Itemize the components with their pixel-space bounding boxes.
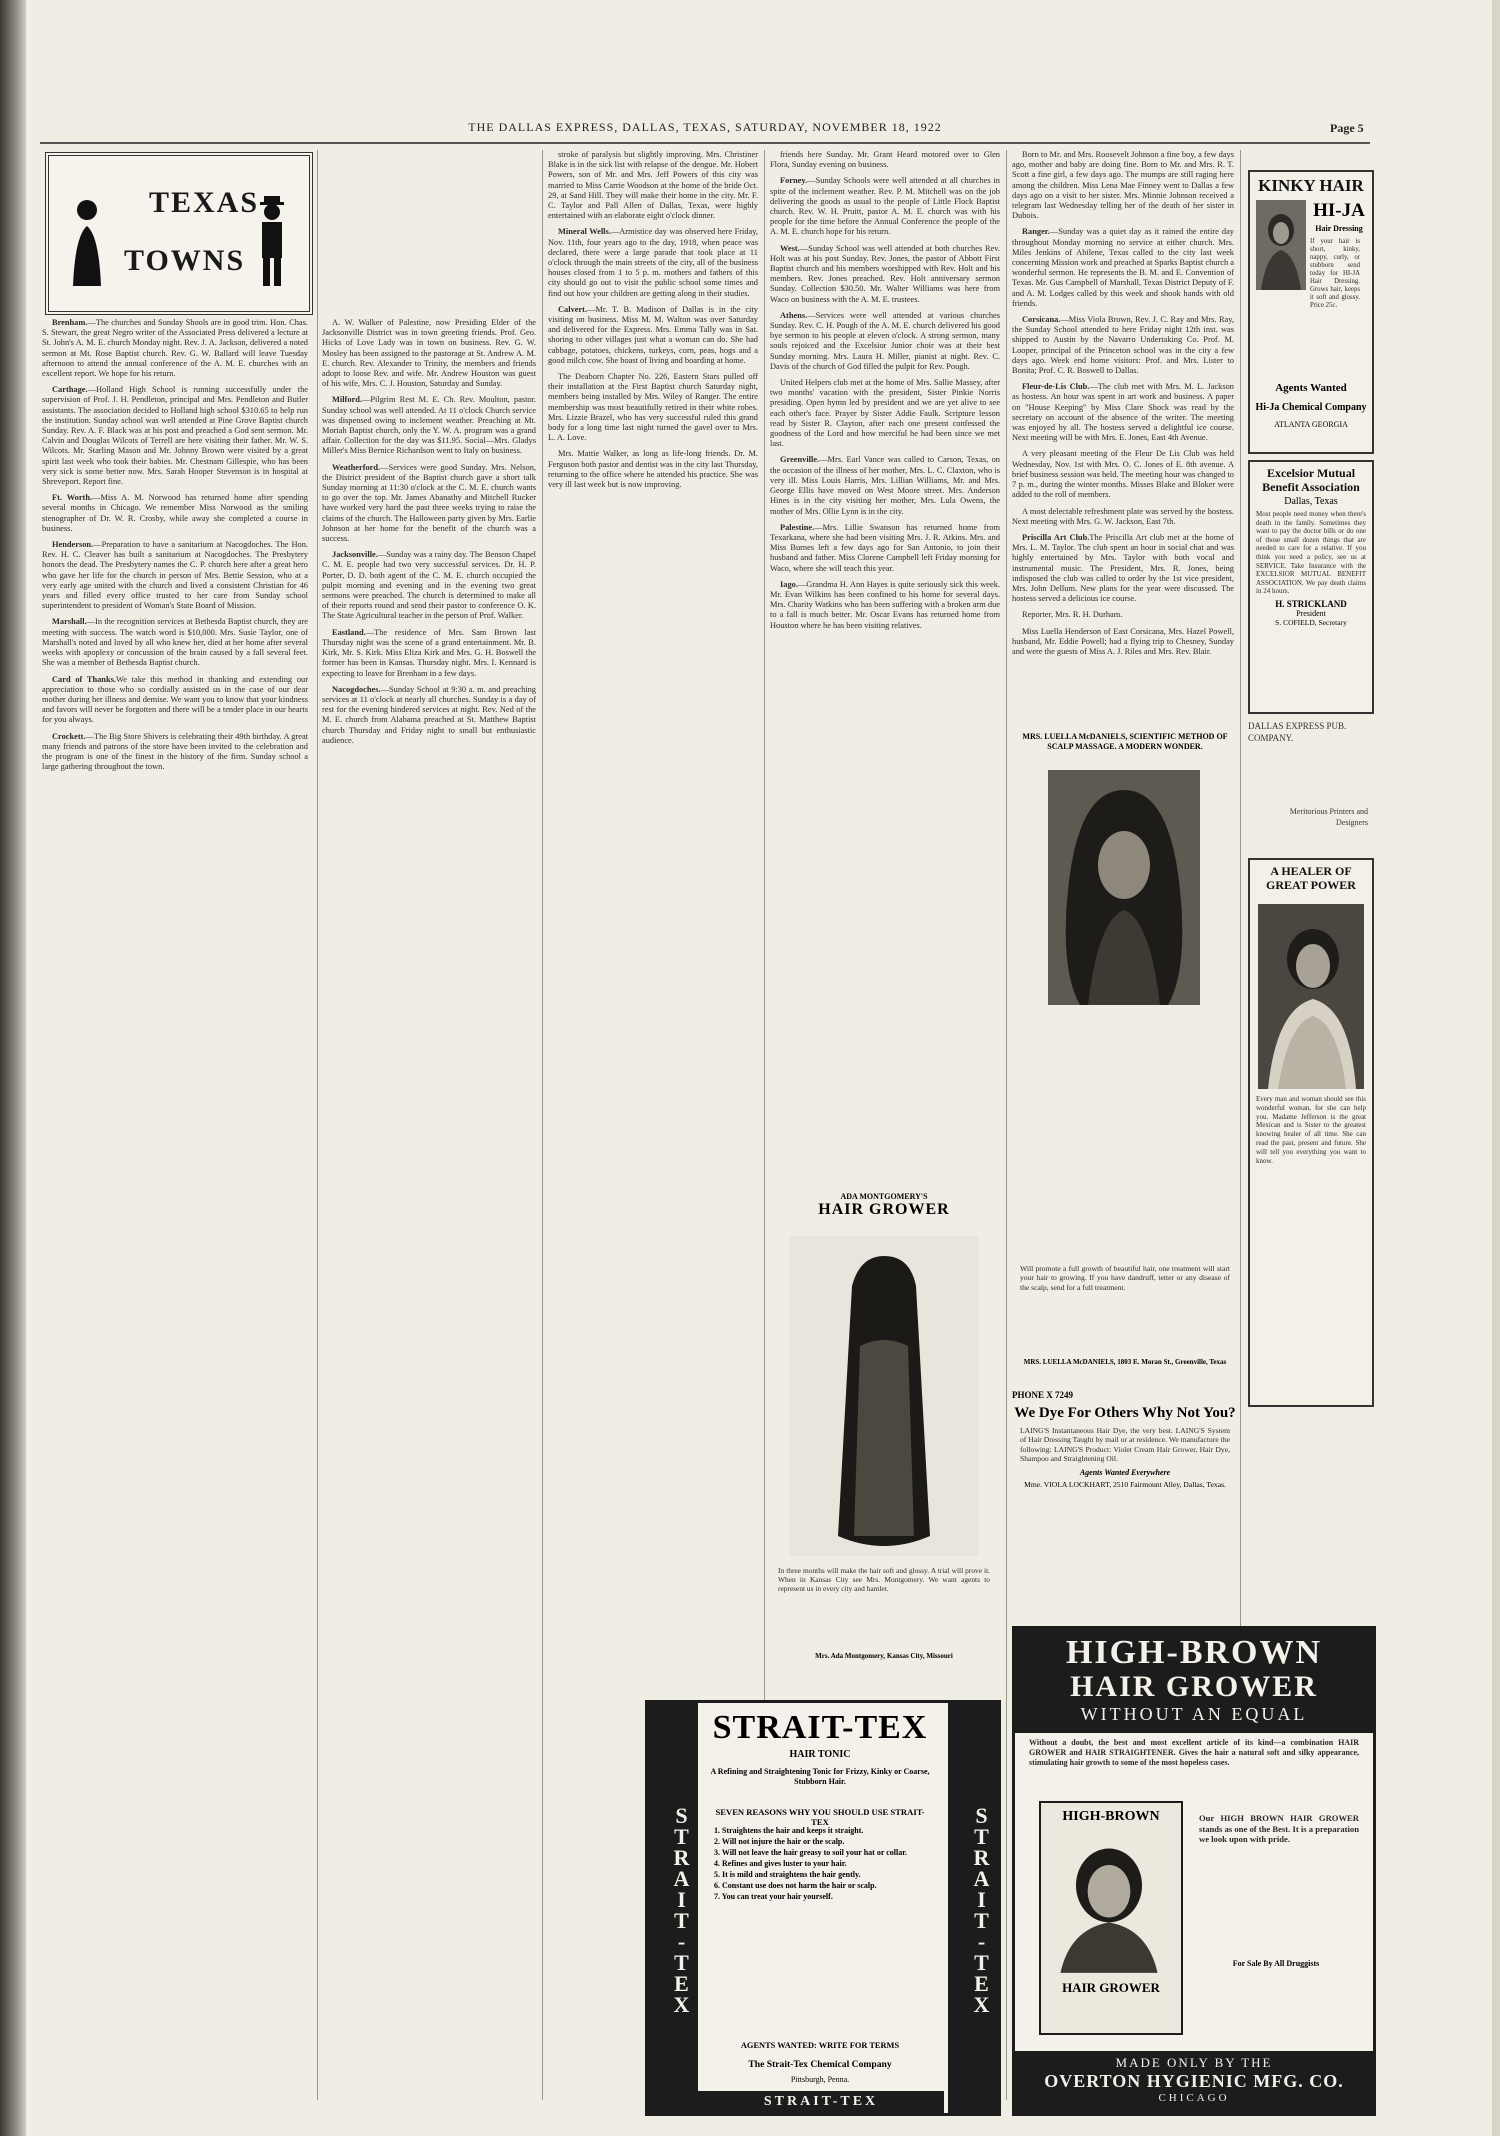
- high-brown-line2: HAIR GROWER: [1070, 1670, 1318, 1703]
- hi-ja-sub: Hair Dressing: [1315, 224, 1363, 233]
- excelsior-body: Most people need money when there's death in the family. Sometimes they want to pay the doctor bills or do one of those small dozen things that are needed to care for a relative. If you think you need a policy, see us at SERVICE. Take Insurance with the EXCELSIOR MUTUAL BENEFIT ASSOCIATION. We pay death claims in 24 hours.: [1256, 510, 1366, 596]
- article-dateline: Milford.: [332, 395, 363, 405]
- excelsior-city: Dallas, Texas: [1284, 496, 1338, 507]
- article-text: —Miss Viola Brown, Rev. J. C. Ray and Mrs. Ray, the Sunday School attended to here Friday night 12th inst. was shipped to Austin by the Navarro Undertaking Co. Prof. M. Looper, principal of the Princeton school was in the city a few days ago. Week end home visitors: Prof. and Mrs. Lister to Bonita; Prof. C. R. Boswell to Dallas.: [1012, 315, 1234, 376]
- article-text: United Helpers club met at the home of Mrs. Sallie Massey, after two months' vacation with the president, Sister Pinkie Norris presiding. Open hymn led by president and we are yet alive to see each other's face. Prayer by Sister Addie Faulk. Scripture lesson read by Sister R. Clayton, after each one present confessed the goodness of the Lord and how merciful he had been since we met last.: [770, 378, 1000, 449]
- laings-ad: [1012, 1390, 1238, 1620]
- article-paragraph: [770, 378, 1000, 449]
- column-4: [770, 150, 1000, 1190]
- article-text: —Services were good Sunday. Mrs. Nelson, the District president of the Baptist church gave a short talk Sunday morning at 11:30 o'clock at the C. M. E. church wants to go over the top. Mr. James Abanathy and Mitchell Rucker have worked very hard the past three weeks trying to raise the claims of the church. The Halloween party given by Mrs. Earlie Johnson at her home for the benefit of the church was a success.: [322, 462, 536, 544]
- article-text: —Sunday was a quiet day as it rained the entire day throughout Monday morning no service at either church. Mrs. Miles Jenkins of Abilene, Texas called to the city last week concerning Mission work and preached at Sparks Baptist church a wonderful sermon. He represents the B. M. and E. Convention of Texas. Mr. Gus Campbell of Marshall, Texas District Deputy of F. and A. M. Lodges called by this week and shook hands with old friends.: [1012, 227, 1234, 308]
- strait-side-right: STRAIT-TEX: [969, 1803, 994, 2013]
- laings-phone: PHONE X 7249: [1012, 1390, 1074, 1400]
- article-dateline: Crockett.: [52, 731, 86, 741]
- jar-bottom-label: HAIR GROWER: [1062, 1980, 1160, 1995]
- article-text: —Sunday Schools were well attended at all churches in spite of the inclement weather. Rev. P. M. Mitchell was on the job delivering the goods as usual to the people of Little Flock Baptist church. Rev. W. H. Pruitt, pastor A. M. E. church was with his people for the time before the Annual Conference the people of the A. M. E. church hope for his return.: [770, 176, 1000, 237]
- article-text: —Grandma H. Ann Hayes is quite seriously sick this week. Mr. Evan Wilkins has been confined to his home for several days. Mrs. Charity Watkins who has been suffering with a broken arm due to a fall is much better. Mr. Oscar Evans has returned home from Houston where he has been visiting relatives.: [770, 579, 1000, 630]
- printers-ad: [1248, 720, 1370, 850]
- article-paragraph: [322, 463, 536, 545]
- article-paragraph: [1012, 449, 1234, 500]
- kinky-hair-ad: [1248, 170, 1374, 454]
- article-paragraph: [42, 385, 308, 487]
- article-dateline: Eastland.: [332, 627, 366, 637]
- mcdaniels-ad: [1012, 730, 1238, 1378]
- article-text: —The residence of Mrs. Sam Brown last Thursday night was the scene of a grand entertainment. Mr. B. Kirk, Mr. S. Kirk. Miss Eliza Kirk and Mrs. G. H. Boswell the former has been in Kansas. Thursday night. Mrs. I. Kennard is expecting to leave for Brenham in a few days.: [322, 627, 536, 678]
- high-brown-line1: HIGH-BROWN: [1065, 1634, 1323, 1671]
- article-text: —Mrs. Lillie Swanson has returned home from Texarkana, where she had been visiting Mrs. J. R. Atkins. Mrs. and Miss Burnes left a few days ago for San Antonio, to join their husband and father. Miss Clorene Campbell left Friday morning for Waco, where she will teach this year.: [770, 522, 1000, 573]
- article-paragraph: [1012, 627, 1234, 658]
- article-paragraph: [770, 150, 1000, 170]
- texas-towns-line1: TEXAS: [149, 186, 260, 219]
- strait-side-left: STRAIT-TEX: [669, 1803, 694, 2013]
- montgomery-address: Mrs. Ada Montgomery, Kansas City, Missouri: [815, 1652, 953, 1660]
- article-paragraph: [770, 311, 1000, 372]
- strait-reasons-list: [714, 1825, 932, 1902]
- article-dateline: Card of Thanks.: [52, 674, 116, 684]
- article-dateline: Nacogdoches.: [332, 684, 381, 694]
- article-paragraph: [548, 227, 758, 298]
- article-text: A very pleasant meeting of the Fleur De Lis Club was held Wednesday, Nov. 1st with Mrs. O. C. Jones of E. 8th avenue. A brief business session was held. The meeting hour was changed to 7 p. m., during the winter months. Misses Blake and Bloker were added to the roll of members.: [1012, 449, 1234, 500]
- article-text: —Sunday was a rainy day. The Benson Chapel C. M. E. people had two very successful services. Dr. H. P. Porter, D. D. both agent of the C. M. E. church occupied the pulpit morning and evening and in the evening two great sermons were preached. The church is determined to make all of their reports round and send their pastor to conference O. K. The State Agricultural teacher in the person of Prof. Walker.: [322, 550, 536, 621]
- article-dateline: Mineral Wells.: [558, 227, 611, 237]
- jar-portrait-icon: [1041, 1825, 1177, 1975]
- article-dateline: Athens.: [780, 310, 808, 320]
- montgomery-photo: [790, 1236, 978, 1556]
- laings-body: LAING'S Instantaneous Hair Dye, the very best. LAING'S System of Hair Dressing Taught by mail or at residence. We manufacture the following: LAING'S Product: Violet Cream Hair Grower, Hair Dye, Shampoo and Straightening Oil.: [1020, 1426, 1230, 1464]
- article-paragraph: [1012, 507, 1234, 527]
- healer-ad: [1248, 858, 1374, 1407]
- article-text: Miss Luella Henderson of East Corsicana, Mrs. Hazel Powell, husband, Mr. Eddie Powell; had a flying trip to Chesney, Sunday and were the guests of Miss A. J. Riles and Mrs. Rev. Blair.: [1012, 626, 1234, 656]
- mcdaniels-caption: MRS. LUELLA McDANIELS, SCIENTIFIC METHOD OF SCALP MASSAGE. A MODERN WONDER.: [1022, 732, 1228, 751]
- page-number: Page 5: [1330, 121, 1364, 135]
- article-text: We take this method in thanking and extending our appreciation to those who so cordially assisted us in the case of our dear mother during her illness and demise. We want you to know that your kindness and favors will never be forgotten and there will be a tender place in our hearts for you always.: [42, 674, 308, 725]
- texas-towns-header: [45, 152, 313, 315]
- strait-reason-item: 2. Will not injure the hair or the scalp.: [714, 1837, 845, 1846]
- laings-address: Mme. VIOLA LOCKHART, 2510 Fairmount Alley, Dallas, Texas.: [1024, 1479, 1226, 1489]
- texas-towns-line2: TOWNS: [124, 244, 246, 277]
- article-text: The Deaborn Chapter No. 226, Eastern Stars pulled off their installation at the First Baptist church Saturday night, members being installed by Mrs. Wiley of Ranger. The entire membership was most beautifully retired in their white robes. Mrs. Lizzie Brazel, who has very successful ruled this grand body for a long time last night turned the gavel over to Mrs. L. A. Love.: [548, 372, 758, 443]
- article-paragraph: [42, 318, 308, 379]
- article-text: —Holland High School is running successfully under the supervision of Prof. J. H. Pendleton, principal and Mrs. Pendleton and Butler assistants. The association decided to Holland high school $310.65 to help run the institution. Sunday school was well attended at Pine Grove Baptist church Sunday. Rev. A. F. Black was at his post and preached a God sent sermon. Mr. Calvin and Douglas Wilcots of Terrell are here visiting their father. Mr. W. S. Wilcots. Mr. Starling Mason and Mr. Johnny Brown were visited by a great spirit last week who took their babies. Mr. Chestnam Gillespie, who has been very sick is some better now. Mrs. Sarah Hooper Stevenson is in hospital at Shreveport. Report fine.: [42, 385, 308, 487]
- strait-reasons-head: SEVEN REASONS WHY YOU SHOULD USE STRAIT-TEX: [715, 1807, 925, 1827]
- high-brown-sale: For Sale By All Druggists: [1232, 1959, 1320, 1968]
- strait-tex-ad: [645, 1700, 1001, 2116]
- strait-address: Pittsburgh, Penna.: [790, 2075, 850, 2084]
- excelsior-president-name: H. STRICKLAND: [1275, 598, 1347, 609]
- strait-sub: HAIR TONIC: [789, 1749, 851, 1760]
- article-paragraph: [548, 150, 758, 221]
- article-text: A most delectable refreshment plate was served by the hostess. Next meeting with Mrs. G. W. Jackson, East 7th.: [1012, 506, 1234, 526]
- article-text: —Sunday School was well attended at both churches Rev. Holt was at his post Sunday. Rev. Jones, the pastor of Abbott First Baptist church and his members worshipped with Rev. Holt and his members. Rev. Jones preached. Rev. Holt anniversary sermon Sunday. Collection $30.50. Mr. Walter Williams was here from Waco on business with the A. M. E. trustees.: [770, 243, 1000, 304]
- article-text: —Preparation to have a sanitarium at Nacogdoches. The Hon. Rev. H. C. Cleaver has built a sanitarium at Nacogdoches. The Presbytery honors the dead. The Presbytery names the C. P. church here after a great hero who gave her life for the church in person of Mrs. Bettie Session, who at a very early age united with the church and lived a consistent Christian for 46 years and filled every office trusted to her care from Sunday school superintendent to president of Woman's State Board of Mission.: [42, 540, 308, 611]
- strait-company: The Strait-Tex Chemical Company: [748, 2059, 892, 2070]
- article-paragraph: [548, 305, 758, 366]
- article-paragraph: [42, 540, 308, 611]
- article-text: —The club met with Mrs. M. L. Jackson as hostess. An hour was spent in art work and business. A paper on "House Keeping" by Miss Clare Shock was read by the secretary on account of the absence of the writer. The meeting was enjoyed by all. The hostess served a delightful ice course. Next meeting will be with Mrs. E. Jones, East 4th Avenue.: [1012, 382, 1234, 443]
- article-text: —The Big Store Shivers is celebrating their 49th birthday. A great many friends and patrons of the store have been invited to the celebration and the program is one of the finest in the history of the firm. Sunday school a large gathering throughout the town.: [42, 731, 308, 772]
- article-dateline: Calvert.: [558, 304, 588, 314]
- article-dateline: Weatherford.: [332, 462, 381, 472]
- strait-title: STRAIT-TEX: [712, 1709, 928, 1746]
- article-text: —Pilgrim Rest M. E. Ch. Rev. Moulton, pastor. Sunday school was well attended. At 11 o'clock Church service was dispensed owing to inclement weather. Preaching at Mt. Moriah Baptist church, only the Y. W. A. program was a grand affair. Collection for the day was $11.95. Social—Mrs. Gladys Miller's Miss Bernice Richardson went to Italy on business.: [322, 395, 536, 456]
- article-dateline: Corsicana.: [1022, 315, 1061, 325]
- article-paragraph: [42, 732, 308, 773]
- high-brown-maker: OVERTON HYGIENIC MFG. CO.: [1044, 2071, 1344, 2091]
- healer-title: A HEALER OF GREAT POWER: [1266, 864, 1356, 892]
- column-divider: [542, 150, 543, 2100]
- article-text: Born to Mr. and Mrs. Roosevelt Johnson a fine boy, a few days ago, mother and baby are doing fine. Born to Mr. and Mrs. R. T. Scott a fine girl, a few days ago. The mumps are still raging here among the children. Miss Lena Mae Finney went to Dallas a few days ago on a visit to her sister. Mrs. Minnie Johnson received a telegram last Wednesday telling her of the death of her sister in Dubois.: [1012, 150, 1234, 221]
- article-text: —Armistice day was observed here Friday, Nov. 11th, four years ago to the day, 1918, when peace was declared, there were a large parade that took place at 11 o'clock through the main streets of the city, all of the business houses closed from 1 to 5 p. m. mothers and fathers of this city should go out to visit the public school some times and find out how your children are getting along in their studies.: [548, 227, 758, 298]
- woman-silhouette-icon: [69, 196, 105, 286]
- column-2: [322, 318, 536, 2108]
- high-brown-jar: [1039, 1801, 1183, 2035]
- article-text: The Priscilla Art club met at the home of Mrs. L. M. Taylor. The club spent an hour in social chat and was highly entertained by Mrs. Taylor with both vocal and instrumental music. The President, Mrs. R. Jones, being indisposed the club was called to order by the 1st vice president, Mrs. John Dellum. New plans for the year were discussed. The hostess served a delicious ice course.: [1012, 532, 1234, 604]
- article-dateline: Brenham.: [52, 318, 88, 327]
- article-text: —Miss A. M. Norwood has returned home after spending several months in Chicago. We remember Miss Norwood as the smiling stenographer of Dr. W. R. Crosby, while away she completed a course in business.: [42, 493, 308, 533]
- article-paragraph: [548, 372, 758, 443]
- strait-reason-item: 1. Straightens the hair and keeps it straight.: [714, 1826, 864, 1835]
- article-paragraph: [1012, 227, 1234, 309]
- printers-name: DALLAS EXPRESS PUB. COMPANY.: [1248, 721, 1347, 743]
- strait-reason-item: 7. You can treat your hair yourself.: [714, 1892, 833, 1901]
- article-dateline: Marshall.: [52, 617, 87, 627]
- masthead: THE DALLAS EXPRESS, DALLAS, TEXAS, SATURDAY, NOVEMBER 18, 1922: [468, 120, 942, 134]
- article-text: Mrs. Mattie Walker, as long as life-long friends. Dr. M. Ferguson both pastor and dentist was in the city last Thursday, returning to the office where he attended his practice. She was very ill last week but is now improving.: [548, 449, 758, 490]
- high-brown-line3: WITHOUT AN EQUAL: [1080, 1704, 1308, 1724]
- article-dateline: Ft. Worth.: [52, 493, 93, 503]
- article-paragraph: [770, 580, 1000, 631]
- article-dateline: Ranger.: [1022, 227, 1050, 237]
- kinky-hair-body: If your hair is short, kinky, nappy, curly, or stubborn send today for HI-JA Hair Dressing. Grows hair, keeps it soft and glossy. Price 25c.: [1310, 238, 1360, 309]
- woman-photo: [1256, 200, 1306, 290]
- article-text: —Mr. T. B. Madison of Dallas is in the city visiting on business. Miss M. M. Walton was over Saturday and delivered for the Express. Mrs. Emma Tally was in Sat. shoring to other villages just what a woman can do. She had cabbage, potatoes, chickens, turkeys, corn, peas, hogs and a good milch cow. She boast of living and boarding at home.: [548, 304, 758, 365]
- montgomery-ad: [770, 1192, 998, 1672]
- article-paragraph: [42, 617, 308, 668]
- article-dateline: Fleur-de-Lis Club.: [1022, 382, 1090, 392]
- article-paragraph: [322, 628, 536, 679]
- healer-photo: [1258, 904, 1364, 1089]
- masthead-rule: [40, 142, 1370, 144]
- high-brown-made: MADE ONLY BY THE: [1115, 2055, 1273, 2070]
- laings-agents: Agents Wanted Everywhere: [1079, 1467, 1171, 1477]
- kinky-company: Hi-Ja Chemical Company: [1255, 402, 1367, 413]
- healer-body: Every man and woman should see this wonderful woman, for she can help you. Madame Jefferson is the great Mexican and is Sister to the greatest knowing healer of all time. She can read the past, present and future. She will tell you everything you want to know.: [1256, 1095, 1366, 1165]
- laings-title: We Dye For Others Why Not You?: [1014, 1405, 1236, 1421]
- strait-reason-item: 5. It is mild and straightens the hair gently.: [714, 1870, 861, 1879]
- article-dateline: Greenville.: [780, 455, 820, 465]
- article-text: —Services were well attended at various churches Sunday. Rev. C. H. Pough of the A. M. E. church delivered his good bye sermon to his people at eleven o'clock. A strong sermon, many souls rejoiced and the Excelsior Junior choir was at their best Sunday morning. Mrs. Laura H. Miller, pianist at night. Rev. C. Davis of the church of God filled the pulpit for Rev. Pough.: [770, 310, 1000, 371]
- montgomery-name: ADA MONTGOMERY'S: [840, 1192, 928, 1201]
- strait-reason-item: 3. Will not leave the hair greasy to soil your hat or collar.: [714, 1848, 908, 1857]
- article-text: —The churches and Sunday Shools are in good trim. Hon. Chas. S. Stewart, the great Negro writer of the Associated Press delivered a lecture at St. John's A. M. E. church Monday night. Rev. J. A. Jackson, delivered a noted sermon at Mt. Rose Baptist church. Rev. G. W. Ballard will leave Tuesday afternoon to attend the annual conference of the A. M. E. churches with an excellent report. We hope for his return.: [42, 318, 308, 379]
- hi-ja-brand: HI-JA: [1313, 200, 1365, 221]
- page-binding-shadow: [0, 0, 26, 2136]
- article-paragraph: [770, 523, 1000, 574]
- article-text: friends here Sunday. Mr. Grant Heard motored over to Glen Flora, Sunday evening on business.: [770, 150, 1000, 170]
- article-paragraph: [548, 449, 758, 490]
- strait-reason-item: 6. Constant use does not harm the hair or scalp.: [714, 1881, 877, 1890]
- mcdaniels-body: Will promote a full growth of beautiful hair, one treatment will start your hair to growing. If you have dandruff, tetter or any disease of the scalp, send for a full treatment.: [1020, 1264, 1230, 1292]
- article-paragraph: [1012, 382, 1234, 443]
- high-brown-city: CHICAGO: [1158, 2092, 1230, 2104]
- article-dateline: West.: [780, 243, 800, 253]
- excelsior-ad: [1248, 460, 1374, 714]
- excelsior-secretary: S. COFIELD, Secretary: [1275, 617, 1347, 627]
- article-dateline: Carthage.: [52, 385, 88, 395]
- article-paragraph: [42, 493, 308, 534]
- strait-lead: A Refining and Straightening Tonic for Frizzy, Kinky or Coarse, Stubborn Hair.: [710, 1767, 930, 1786]
- high-brown-right: Our HIGH BROWN HAIR GROWER stands as one of the Best. It is a preparation we look upon with pride.: [1199, 1813, 1359, 1845]
- article-dateline: Palestine.: [780, 522, 815, 532]
- article-paragraph: [770, 455, 1000, 516]
- page-edge: [1492, 0, 1500, 2136]
- printers-line: Meritorious Printers and Designers: [1289, 807, 1368, 827]
- strait-bottom-band: STRAIT-TEX: [698, 2091, 944, 2113]
- article-paragraph: [1012, 533, 1234, 604]
- strait-agents: AGENTS WANTED: WRITE FOR TERMS: [740, 2041, 900, 2050]
- article-dateline: Iago.: [780, 579, 798, 589]
- kinky-agents: Agents Wanted: [1275, 382, 1347, 394]
- montgomery-body: In three months will make the hair soft and glossy. A trial will prove it. When in Kansas City see Mrs. Montgomery. We want agents to represent us in every city and hamlet.: [778, 1566, 990, 1593]
- article-dateline: Priscilla Art Club.: [1022, 532, 1090, 542]
- excelsior-title: Excelsior Mutual Benefit Association: [1262, 466, 1360, 494]
- strait-reason-item: 4. Refines and gives luster to your hair.: [714, 1859, 847, 1868]
- article-text: —Mrs. Earl Vance was called to Carson, Texas, on the occasion of the illness of her mother, Mrs. L. C. Claxton, who is very ill. Miss Louis Harris, Mrs. Lillian Williams, Mr. and Mrs. George Ellis have moved on West Moore street. Mrs. Anderson Hines is in the city visiting her mother, Mrs. Lula Owens, the mother of Mrs. Ollie Lynn is in the city.: [770, 455, 1000, 516]
- kinky-hair-title: KINKY HAIR: [1258, 176, 1364, 195]
- article-dateline: Jacksonville.: [332, 550, 378, 560]
- mcdaniels-address: MRS. LUELLA McDANIELS, 1803 E. Moran St., Greenville, Texas: [1023, 1358, 1227, 1366]
- article-paragraph: [1012, 315, 1234, 376]
- article-text: —In the recognition services at Bethesda Baptist church, they are meeting with success. The watch word is $10,000. Mrs. Susie Taylor, one of Marshall's noted and loved by all who knew her, died at her home after several weeks with apoplexy or concussion of the brain caused by a fall several feet. She was a member of Bethesda Baptist church.: [42, 617, 308, 668]
- column-1: [42, 318, 308, 2108]
- column-6-block: [1012, 507, 1234, 658]
- article-paragraph: [322, 550, 536, 621]
- mcdaniels-photo: [1048, 770, 1200, 1005]
- kinky-city: ATLANTA GEORGIA: [1274, 420, 1348, 429]
- column-divider: [317, 150, 318, 2100]
- article-paragraph: [322, 395, 536, 456]
- article-text: A. W. Walker of Palestine, now Presiding Elder of the Jacksonville District was in town greeting friends. Prof. Geo. Hicks of Love Lady was in town on business. Rev. G. W. Mosley has been assigned to the pastorage at St. Andrew A. M. E. church. Rev. Alexander to Trinity, the members and friends adopt to loose Rev. and wife. Mr. Andrew Houston was guest of his wife, Mrs. C. J. Houston, Saturday and Sunday.: [322, 318, 536, 389]
- article-text: —Sunday School at 9:30 a. m. and preaching services at 11 o'clock at nearly all churches. Sunday is a day of rest for the evening hindered services at night. Rev. Ned of the M. E. church from Alabama preached at St. Matthew Baptist church Thursday and Friday night to small but enthusiastic audience.: [322, 684, 536, 745]
- article-dateline: Henderson.: [52, 540, 94, 550]
- jar-top-label: HIGH-BROWN: [1062, 1809, 1160, 1824]
- article-paragraph: [42, 675, 308, 726]
- article-paragraph: [1012, 610, 1234, 620]
- column-5: [1012, 150, 1234, 710]
- high-brown-body: Without a doubt, the best and most excellent article of its kind—a combination HAIR GROWER and HAIR STRAIGHTENER. Gives the hair a natural soft and silky appearance, stimulating hair growth to some of the most hopeless cases.: [1029, 1738, 1359, 1767]
- article-text: stroke of paralysis but slightly improving. Mrs. Christiner Blake is in the sick list with relapse of the dengue. Mr. Hobert Powers, son of Mr. and Mrs. Jeff Powers of this city was married to Miss Carrie Woodson at the home of the bride Oct. 29, at Sand Hill. They will make their home in the city. Mr. F. C. Taylor and Pall Allen of Dallas, Texas, were highly entertained with an elaborate eight o'clock dinner.: [548, 150, 758, 221]
- article-paragraph: [770, 176, 1000, 237]
- article-paragraph: [770, 244, 1000, 305]
- article-paragraph: [322, 685, 536, 746]
- article-dateline: Forney.: [780, 176, 808, 186]
- article-paragraph: [322, 318, 536, 389]
- man-silhouette-icon: [254, 196, 290, 286]
- column-divider: [1006, 150, 1007, 2100]
- montgomery-title: HAIR GROWER: [818, 1201, 950, 1218]
- article-text: Reporter, Mrs. R. H. Durham.: [1022, 610, 1123, 620]
- excelsior-president-title: President: [1296, 608, 1326, 618]
- article-paragraph: [1012, 150, 1234, 221]
- high-brown-ad: [1012, 1626, 1376, 2116]
